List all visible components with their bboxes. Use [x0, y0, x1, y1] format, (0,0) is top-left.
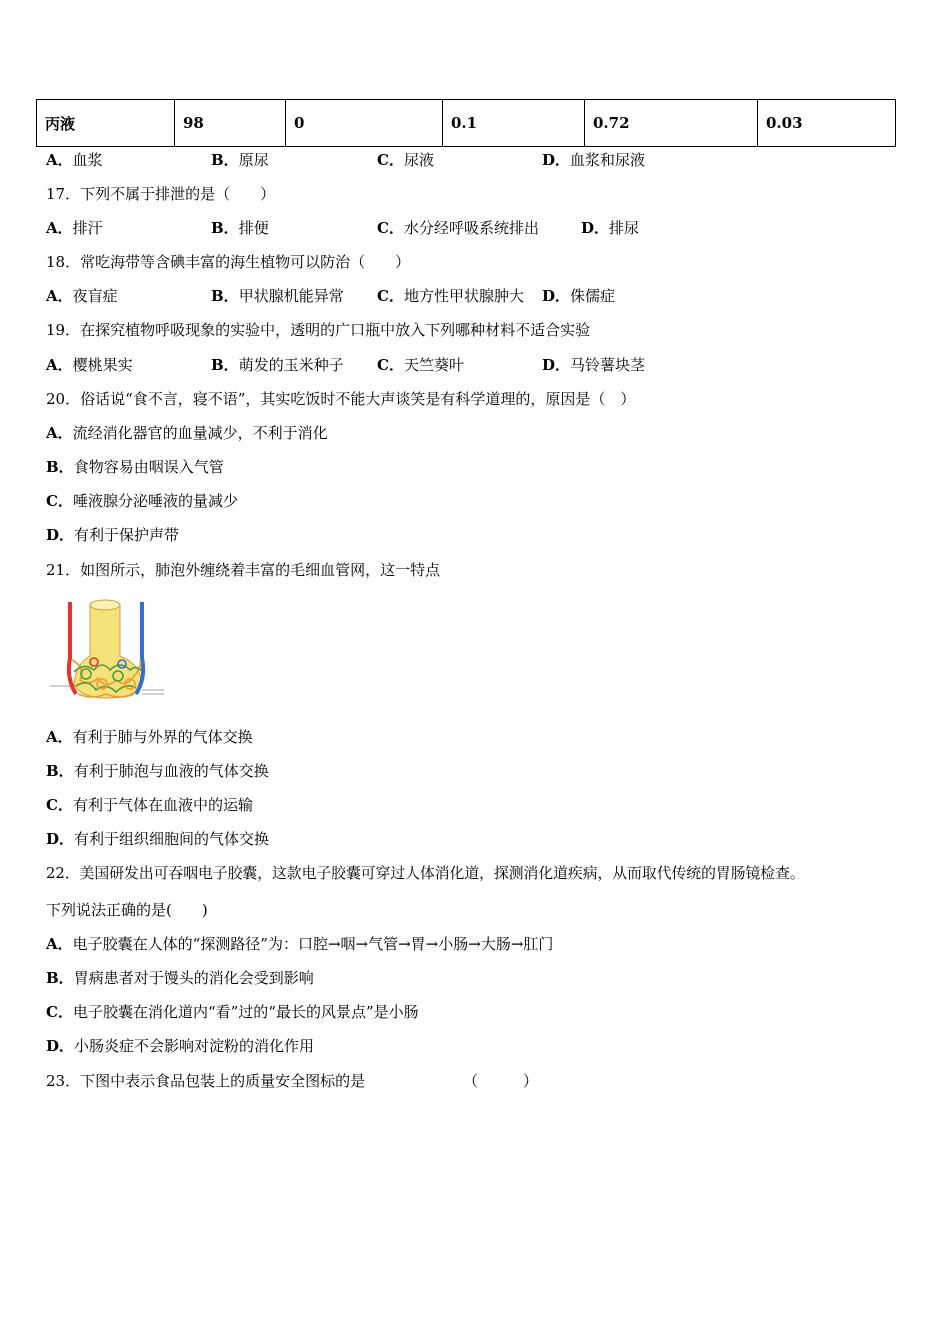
q16-option-a[interactable]: A．血浆 [46, 151, 103, 169]
q20-option-c[interactable]: C．唾液腺分泌唾液的量减少 [46, 492, 238, 510]
q18-option-c[interactable]: C．地方性甲状腺肿大 [377, 287, 524, 305]
q20-stem: 20．俗话说“食不言，寝不语”，其实吃饭时不能大声谈笑是有科学道理的，原因是（ ） [46, 390, 636, 408]
q22-stem-line1: 22．美国研发出可吞咽电子胶囊，这款电子胶囊可穿过人体消化道，探测消化道疾病，从而取代传统的胃肠镜检查。 [46, 865, 805, 882]
q23-stem: 23．下图中表示食品包装上的质量安全图标的是 [46, 1072, 366, 1090]
data-table [36, 99, 896, 147]
q17-option-b[interactable]: B．排便 [211, 219, 269, 237]
q18-option-b[interactable]: B．甲状腺机能异常 [211, 287, 344, 305]
q22-option-d[interactable]: D．小肠炎症不会影响对淀粉的消化作用 [46, 1037, 315, 1055]
q22-option-a[interactable]: A．电子胶囊在人体的“探测路径”为：口腔→咽→气管→胃→小肠→大肠→肛门 [46, 935, 554, 953]
q19-option-d[interactable]: D．马铃薯块茎 [542, 356, 646, 374]
table-cell: 98 [175, 100, 286, 147]
q21-option-a[interactable]: A．有利于肺与外界的气体交换 [46, 728, 253, 746]
q19-option-c[interactable]: C．天竺葵叶 [377, 356, 464, 374]
table-cell: 0.72 [585, 100, 758, 147]
q19-option-b[interactable]: B．萌发的玉米种子 [211, 356, 344, 374]
q19-option-a[interactable]: A．樱桃果实 [46, 356, 133, 374]
q22-option-b[interactable]: B．胃病患者对于馒头的消化会受到影响 [46, 969, 314, 987]
table-row [37, 100, 896, 147]
table-cell: 0 [286, 100, 443, 147]
q16-option-c[interactable]: C．尿液 [377, 151, 434, 169]
q20-option-d[interactable]: D．有利于保护声带 [46, 526, 180, 544]
q18-option-d[interactable]: D．侏儒症 [542, 287, 616, 305]
q17-stem: 17．下列不属于排泄的是（ ） [46, 185, 276, 203]
table-cell: 丙液 [37, 100, 175, 147]
q18-option-a[interactable]: A．夜盲症 [46, 287, 118, 305]
alveolus-capillary-figure [46, 598, 168, 708]
q16-option-d[interactable]: D．血浆和尿液 [542, 151, 646, 169]
q20-option-a[interactable]: A．流经消化器官的血量减少，不利于消化 [46, 424, 328, 442]
q19-stem: 19．在探究植物呼吸现象的实验中，透明的广口瓶中放入下列哪种材料不适合实验 [46, 321, 591, 339]
q18-stem: 18．常吃海带等含碘丰富的海生植物可以防治（ ） [46, 253, 411, 271]
q17-option-a[interactable]: A．排汗 [46, 219, 103, 237]
q21-option-d[interactable]: D．有利于组织细胞间的气体交换 [46, 830, 270, 848]
q22-stem-line2: 下列说法正确的是( ) [46, 901, 208, 919]
q16-option-b[interactable]: B．原尿 [211, 151, 269, 169]
q21-stem: 21．如图所示，肺泡外缠绕着丰富的毛细血管网，这一特点 [46, 561, 441, 579]
q17-option-c[interactable]: C．水分经呼吸系统排出 [377, 219, 539, 237]
q21-option-b[interactable]: B．有利于肺泡与血液的气体交换 [46, 762, 269, 780]
q17-option-d[interactable]: D．排尿 [581, 219, 640, 237]
q22-option-c[interactable]: C．电子胶囊在消化道内“看”过的“最长的风景点”是小肠 [46, 1003, 419, 1021]
q23-answer-paren: （ ） [463, 1072, 539, 1090]
q21-option-c[interactable]: C．有利于气体在血液中的运输 [46, 796, 253, 814]
table-cell: 0.03 [758, 100, 896, 147]
q20-option-b[interactable]: B．食物容易由咽误入气管 [46, 458, 224, 476]
table-cell: 0.1 [443, 100, 585, 147]
